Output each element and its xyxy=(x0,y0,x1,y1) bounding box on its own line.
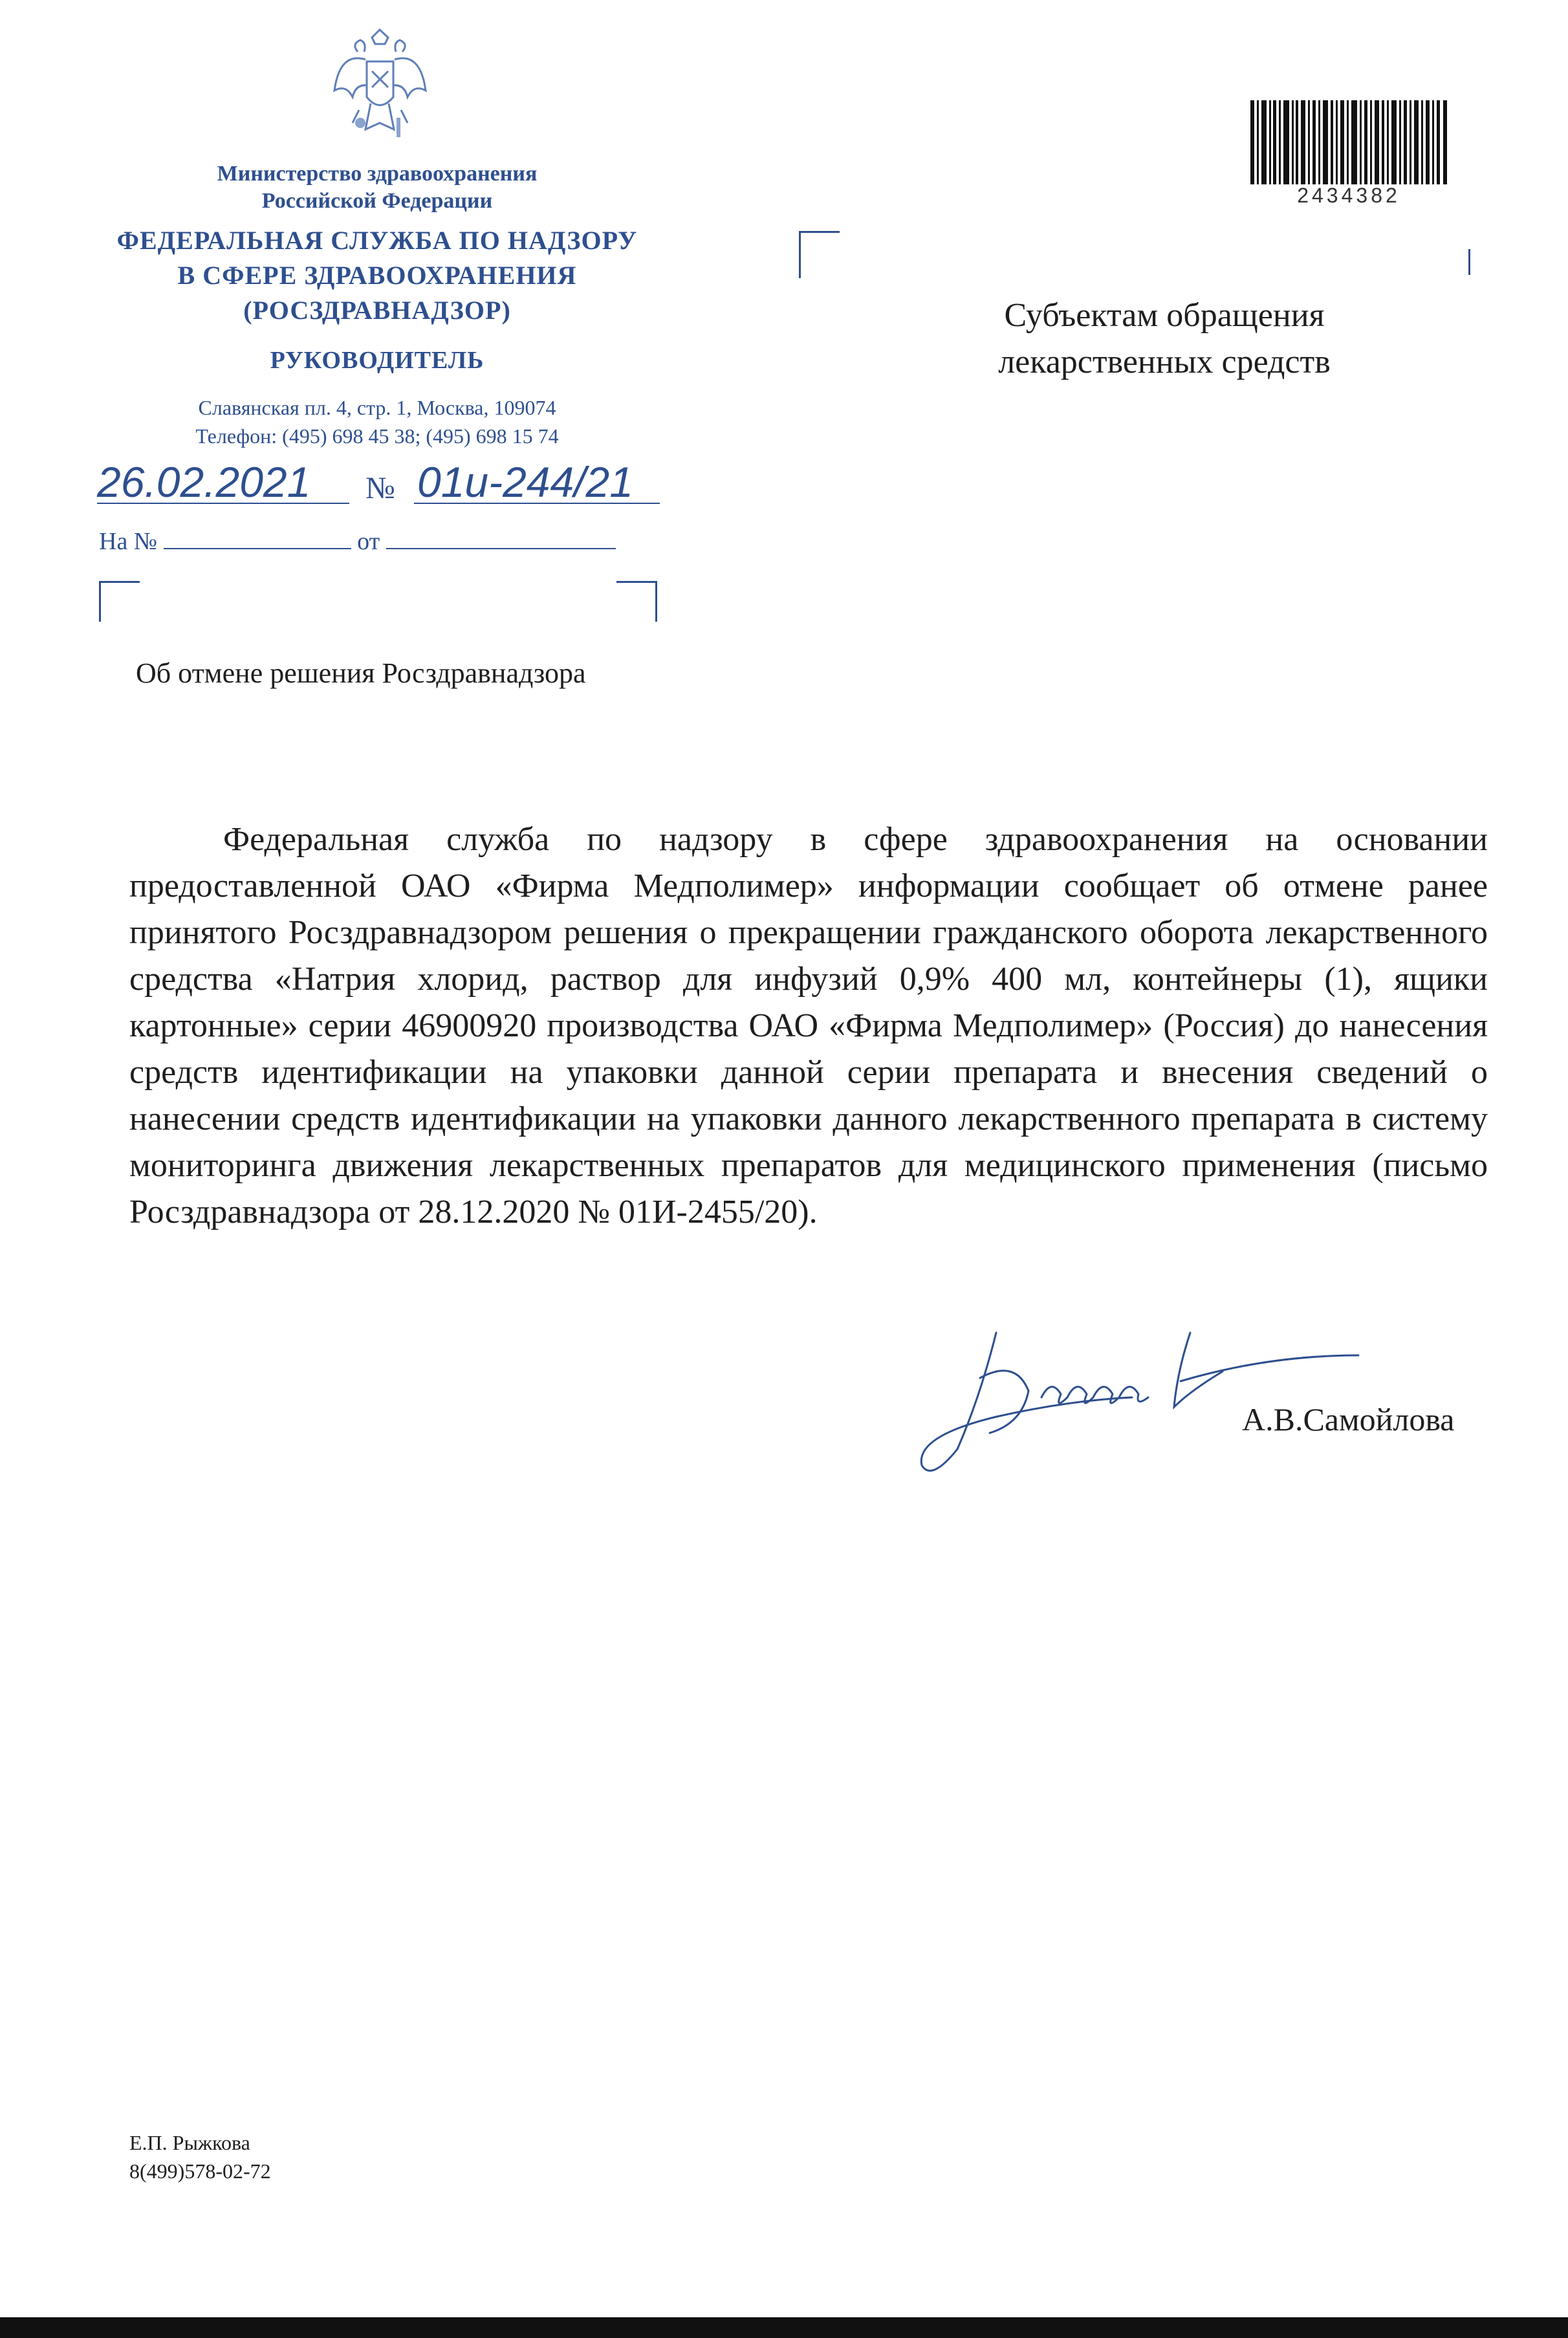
service-line-2: В СФЕРЕ ЗДРАВООХРАНЕНИЯ xyxy=(177,261,577,290)
double-headed-eagle-emblem-icon xyxy=(327,26,433,149)
recipient-line-1: Субъектам обращения xyxy=(1004,297,1325,334)
reply-from: от xyxy=(357,528,380,555)
body-paragraph: Федеральная служба по надзору в сфере здравоохранения на основании предоставленной ОАО «Фирма Медполимер» информации сообщает об отмене ранее принятого Росздравнадзором решения о прекращении гражданского оборота лекарственного средства «Натрия хлорид, раствор для инфузий 0,9% 400 мл, контейнеры (1), ящики картонные» серии 46900920 производства ОАО «Фирма Медполимер» (Россия) до нанесения средств идентификации на упаковки данной серии препарата и внесения сведений о нанесении средств идентификации на упаковки данного лекарственного препарата в систему мониторинга движения лекарственных препаратов для медицинского применения (письмо Росздравнадзора от 28.12.2020 № 01И-2455/20). xyxy=(129,821,1488,1230)
ministry-line-1: Министерство здравоохранения xyxy=(217,162,538,186)
head-title: РУКОВОДИТЕЛЬ xyxy=(270,347,485,374)
reply-date-blank xyxy=(386,529,616,549)
letter-subject: Об отмене решения Росздравнадзора xyxy=(136,657,586,689)
registration-number-sign: № xyxy=(365,471,395,505)
reply-number-blank xyxy=(164,529,351,549)
barcode xyxy=(1250,100,1447,184)
service-line-3: (РОСЗДРАВНАДЗОР) xyxy=(243,296,511,325)
corner-mark-left xyxy=(99,581,140,622)
registration-handwritten xyxy=(91,446,828,537)
signer-name: А.В.Самойлова xyxy=(1242,1401,1455,1437)
recipient-block xyxy=(951,292,1378,386)
ministry-name xyxy=(97,160,657,215)
executor-phone: 8(499)578-02-72 xyxy=(129,2159,271,2183)
corner-mark-recipient-left xyxy=(799,231,840,278)
service-line-1: ФЕДЕРАЛЬНАЯ СЛУЖБА ПО НАДЗОРУ xyxy=(116,226,638,255)
scan-bottom-border xyxy=(0,2317,1568,2338)
barcode-number: 2434382 xyxy=(1297,184,1400,207)
reply-prefix: На № xyxy=(99,528,158,555)
address-block xyxy=(97,393,657,450)
reply-reference xyxy=(99,527,616,556)
registration-date: 26.02.2021 xyxy=(97,458,311,506)
registration-number: 01и-244/21 xyxy=(417,458,633,506)
executor-name: Е.П. Рыжкова xyxy=(129,2131,250,2154)
corner-mark-right xyxy=(616,581,657,622)
address-line: Славянская пл. 4, стр. 1, Москва, 109074 xyxy=(198,396,556,419)
corner-mark-recipient-right xyxy=(1430,249,1470,275)
service-name xyxy=(97,223,657,328)
recipient-line-2: лекарственных средств xyxy=(998,344,1331,380)
phone-line: Телефон: (495) 698 45 38; (495) 698 15 74 xyxy=(195,424,559,448)
ministry-line-2: Российской Федерации xyxy=(261,189,493,213)
executor-block xyxy=(129,2128,271,2185)
